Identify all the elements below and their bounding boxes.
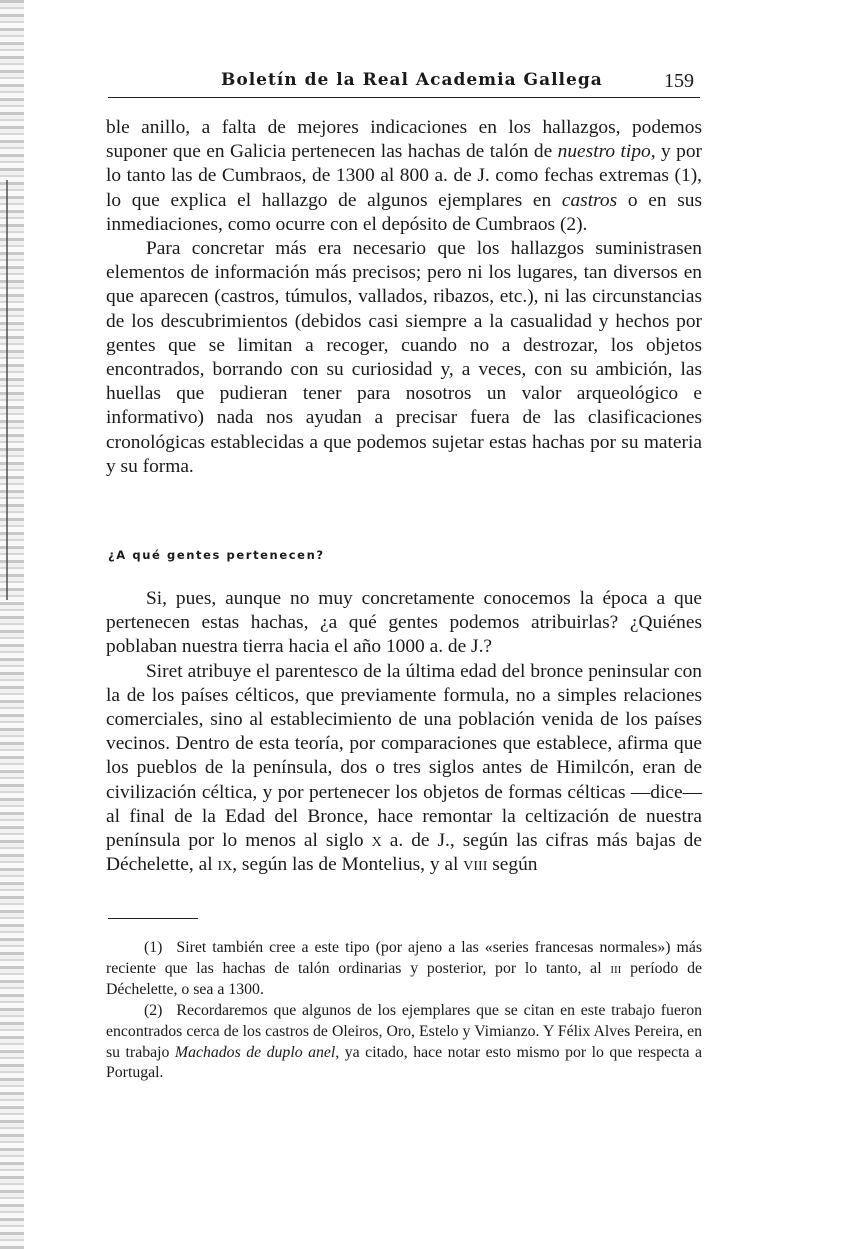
body-text-top <box>106 116 702 479</box>
paragraph <box>106 660 702 878</box>
text-run: o en sus inmediaciones, como ocurre con el depósito de Cumbraos (2). <box>106 189 703 235</box>
text-run: ya citado, hace notar esto mismo por lo que respecta a Portugal. <box>106 1043 702 1082</box>
italic-run: Machados de duplo anel, <box>174 1043 340 1061</box>
text-run: ble anillo, a falta de mejores indicaciones en los hallazgos, podemos suponer que en Galicia pertenecen las hachas de talón de <box>106 117 702 163</box>
running-title: Boletín de la Real Academia Gallega <box>221 70 603 90</box>
footnote-rule <box>108 918 198 919</box>
footnote-text <box>106 939 702 998</box>
footnote <box>106 1001 702 1085</box>
italic-run: nuestro tipo, <box>557 141 656 163</box>
small-caps-run: x <box>371 830 382 852</box>
page-number: 159 <box>664 70 694 92</box>
footnote-number: (1) <box>144 939 163 956</box>
footnote-text <box>106 1002 702 1082</box>
scan-binding-mark <box>6 180 8 600</box>
text-run: y por lo tanto las de Cumbraos, de 1300 al 800 a. de J. como fechas extremas (1), lo que explica el hallazgo de algunos ejemplares en <box>106 141 702 211</box>
text-run: Siret también cree a este tipo (por ajeno a las «series francesas normales») más reciente que las hachas de talón ordinarias y posterior, por lo tanto, al <box>106 939 702 977</box>
small-caps-run: iii <box>610 959 622 977</box>
body-text-bottom <box>106 587 702 877</box>
text-run: a. de J., según las cifras más bajas de Déchelette, al <box>106 830 702 876</box>
paragraph <box>106 587 702 660</box>
paragraph <box>106 116 702 237</box>
header-rule <box>108 97 700 98</box>
text-run: Siret atribuye el parentesco de la última edad del bronce peninsular con la de los países célticos, que previamente formula, no a simples relaciones comerciales, sino al establecimiento de una población venida de los países vecinos. Dentro de esta teoría, por comparaciones que establece, afirma que los pueblos de la península, dos o tres siglos antes de Himilcón, eran de civilización céltica, y por pertenecer los objetos de formas célticas —dice— al final de la Edad del Bronce, hace remontar la celtización de nuestra península por lo menos al siglo <box>106 660 702 852</box>
text-run: Para concretar más era necesario que los hallazgos suministrasen elementos de información más precisos; pero ni los lugares, tan diversos en que aparecen (castros, túmulos, vallados, ribazos, etc.), ni las circunstancias de los descubrimientos (debidos casi siempre a la casualidad y hechos por gentes que se limitan a recoger, cuando no a destrozar, los objetos encontrados, borrando con su curiosidad y, a veces, con su ambición, las huellas que pudieran tener para nosotros un valor arqueológico e informativo) nada nos ayudan a precisar fuera de las clasificaciones cronológicas establecidas a que podemos sujetar estas hachas por su materia y su forma. <box>106 238 702 477</box>
text-run: Recordaremos que algunos de los ejemplares que se citan en este trabajo fueron encontrados cerca de los castros de Oleiros, Oro, Estelo y Vimianzo. Y Félix Alves Pereira, en su trabajo <box>106 1001 702 1061</box>
italic-run: castros <box>561 189 618 211</box>
footnote <box>106 938 702 1001</box>
section-heading: ¿A qué gentes pertenecen? <box>108 548 325 562</box>
text-run: según <box>487 854 538 876</box>
footnote-number: (2) <box>144 1001 163 1019</box>
page-header <box>108 66 700 98</box>
text-run: , según las de Montelius, y al <box>232 854 464 876</box>
paragraph <box>106 237 702 479</box>
small-caps-run: ix <box>217 854 233 876</box>
scan-binding-edge <box>0 0 24 1249</box>
small-caps-run: viii <box>463 854 488 876</box>
footnotes <box>106 938 702 1084</box>
text-run: Si, pues, aunque no muy concretamente conocemos la época a que pertenecen estas hachas, ¿a qué gentes podemos atribuirlas? ¿Quiénes poblaban nuestra tierra hacia el año 1000 a. de J.? <box>106 588 702 658</box>
text-run: período de Déchelette, o sea a 1300. <box>106 959 702 998</box>
